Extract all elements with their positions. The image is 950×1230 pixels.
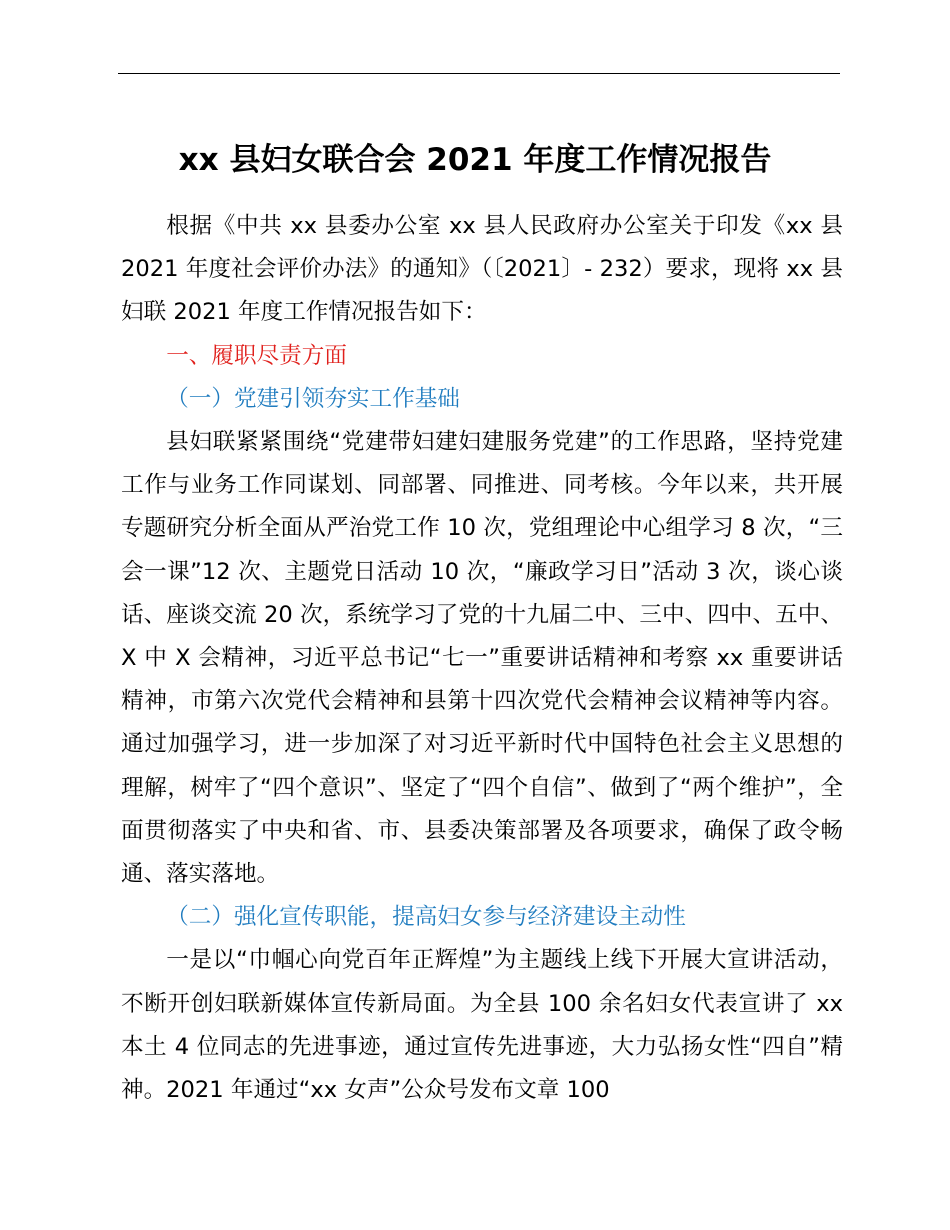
publicity-paragraph: 一是以“巾帼心向党百年正辉煌”为主题线上线下开展大宣讲活动，不断开创妇联新媒体宣传新局面。为全县 100 余名妇女代表宣讲了 xx 本土 4 位同志的先进事迹，通过宣传先进事迹，大力弘扬女性“四自”精神。2021 年通过“xx 女声”公众号发布文章 100 bbox=[121, 947, 843, 1104]
party-building-paragraph: 县妇联紧紧围绕“党建带妇建妇建服务党建”的工作思路，坚持党建工作与业务工作同谋划、同部署、同推进、同考核。今年以来，共开展专题研究分析全面从严治党工作 10 次，党组理论中心组学习 8 次，“三会一课”12 次、主题党日活动 10 次，“廉政学习日”活动 3 次，谈心谈话、座谈交流 20 次，系统学习了党的十九届二中、三中、四中、五中、X 中 X 会精神，习近平总书记“七一”重要讲话精神和考察 xx 重要讲话精神，市第六次党代会精神和县第十四次党代会精神会议精神等内容。通过加强学习，进一步加深了对习近平新时代中国特色社会主义思想的理解，树牢了“四个意识”、坚定了“四个自信”、做到了“两个维护”，全面贯彻落实了中央和省、市、县委决策部署及各项要求，确保了政令畅通、落实落地。 bbox=[121, 429, 843, 888]
intro-paragraph: 根据《中共 xx 县委办公室 xx 县人民政府办公室关于印发《xx 县 2021 年度社会评价办法》的通知》（〔2021〕- 232）要求，现将 xx 县妇联 2021 年度工作情况报告如下： bbox=[121, 213, 843, 326]
document-title: xx 县妇女联合会 2021 年度工作情况报告 bbox=[178, 142, 772, 178]
section-heading-duty: 一、履职尽责方面 bbox=[166, 342, 347, 369]
document-body bbox=[121, 205, 843, 1112]
subsection-heading-publicity: （二）强化宣传职能，提高妇女参与经济建设主动性 bbox=[166, 904, 686, 931]
subsection-heading-party-building: （一）党建引领夯实工作基础 bbox=[166, 385, 460, 412]
header-rule bbox=[118, 73, 840, 74]
